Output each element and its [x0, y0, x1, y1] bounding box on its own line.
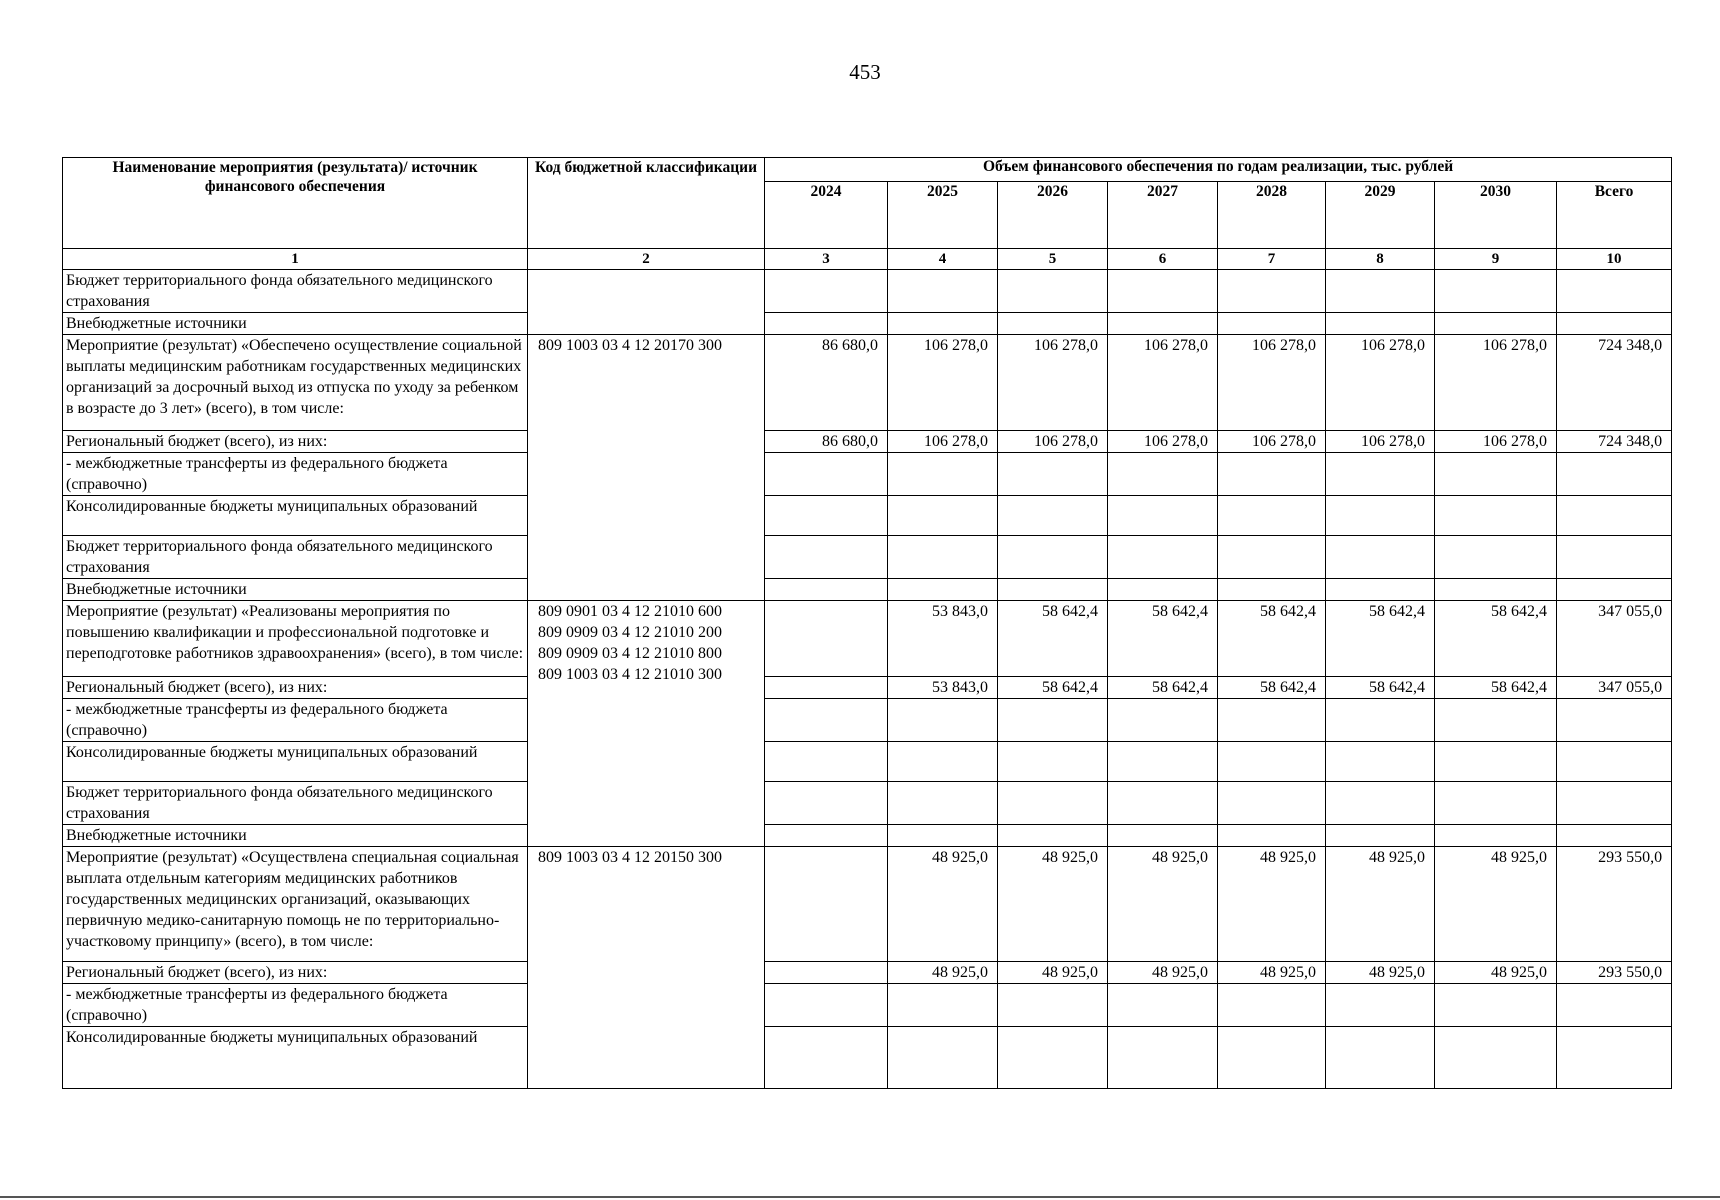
total-value: 347 055,0: [1557, 601, 1672, 677]
row-name: Мероприятие (результат) «Реализованы мероприятия по повышению квалификации и профессиональной подготовке и переподготовке работников здравоохранения» (всего), в том числе:: [63, 601, 528, 677]
column-number: 1: [63, 249, 528, 270]
year-value: [888, 782, 998, 825]
table-row: [63, 825, 1672, 847]
year-value: [888, 825, 998, 847]
year-value: [888, 742, 998, 782]
year-value: [1218, 825, 1326, 847]
total-value: [1557, 453, 1672, 496]
year-value: 53 843,0: [888, 601, 998, 677]
row-name: - межбюджетные трансферты из федерального бюджета (справочно): [63, 984, 528, 1027]
year-value: [1218, 579, 1326, 601]
year-value: [765, 782, 888, 825]
year-value: [1218, 453, 1326, 496]
header-name: Наименование мероприятия (результата)/ источник финансового обеспечения: [63, 158, 528, 249]
header-year: 2030: [1435, 182, 1557, 249]
table-row: [63, 313, 1672, 335]
year-value: [888, 1027, 998, 1089]
row-name: Бюджет территориального фонда обязательного медицинского страхования: [63, 782, 528, 825]
year-value: [888, 699, 998, 742]
header-code: Код бюджетной классификации: [528, 158, 765, 249]
year-value: [1326, 984, 1435, 1027]
year-value: 86 680,0: [765, 335, 888, 431]
year-value: [1435, 984, 1557, 1027]
table-row: [63, 782, 1672, 825]
total-value: [1557, 496, 1672, 536]
header-year: 2027: [1108, 182, 1218, 249]
year-value: [765, 677, 888, 699]
row-name: Региональный бюджет (всего), из них:: [63, 962, 528, 984]
year-value: 106 278,0: [998, 431, 1108, 453]
year-value: [998, 1027, 1108, 1089]
row-name: Консолидированные бюджеты муниципальных образований: [63, 1027, 528, 1089]
year-value: [765, 825, 888, 847]
year-value: [1108, 984, 1218, 1027]
year-value: [998, 579, 1108, 601]
year-value: 58 642,4: [1435, 601, 1557, 677]
total-value: 347 055,0: [1557, 677, 1672, 699]
total-value: [1557, 782, 1672, 825]
year-value: [1218, 782, 1326, 825]
total-value: [1557, 313, 1672, 335]
year-value: 58 642,4: [998, 601, 1108, 677]
header-year: 2024: [765, 182, 888, 249]
row-name: Региональный бюджет (всего), из них:: [63, 431, 528, 453]
table-row: [63, 270, 1672, 313]
year-value: [1435, 742, 1557, 782]
total-value: [1557, 1027, 1672, 1089]
header-volume: Объем финансового обеспечения по годам реализации, тыс. рублей: [765, 158, 1672, 182]
year-value: [765, 270, 888, 313]
bottom-rule: [0, 1196, 1720, 1198]
year-value: [1435, 579, 1557, 601]
year-value: [765, 313, 888, 335]
year-value: 58 642,4: [1108, 601, 1218, 677]
column-number: 4: [888, 249, 998, 270]
year-value: [1435, 699, 1557, 742]
column-number: 6: [1108, 249, 1218, 270]
year-value: 58 642,4: [1326, 601, 1435, 677]
table-row: [63, 984, 1672, 1027]
year-value: 58 642,4: [998, 677, 1108, 699]
year-value: [998, 782, 1108, 825]
row-name: Мероприятие (результат) «Осуществлена специальная социальная выплата отдельным категориям медицинских работников государственных медицинских организаций, оказывающих первичную медико-санитарную помощь не по территориально-участковому принципу» (всего), в том числе:: [63, 847, 528, 962]
column-number: 8: [1326, 249, 1435, 270]
year-value: [765, 699, 888, 742]
table-row: [63, 601, 1672, 677]
year-value: 48 925,0: [1218, 847, 1326, 962]
year-value: [765, 1027, 888, 1089]
year-value: [1326, 699, 1435, 742]
year-value: [1435, 536, 1557, 579]
year-value: 106 278,0: [1108, 335, 1218, 431]
column-number: 9: [1435, 249, 1557, 270]
row-name: - межбюджетные трансферты из федерального бюджета (справочно): [63, 699, 528, 742]
year-value: [998, 496, 1108, 536]
year-value: 106 278,0: [1326, 431, 1435, 453]
total-value: 293 550,0: [1557, 847, 1672, 962]
year-value: [1108, 1027, 1218, 1089]
year-value: [888, 496, 998, 536]
year-value: 48 925,0: [888, 847, 998, 962]
year-value: 48 925,0: [1326, 847, 1435, 962]
header-year: 2028: [1218, 182, 1326, 249]
year-value: [1218, 742, 1326, 782]
year-value: [1326, 825, 1435, 847]
year-value: [1435, 782, 1557, 825]
year-value: 86 680,0: [765, 431, 888, 453]
row-name: Внебюджетные источники: [63, 579, 528, 601]
table-row: [63, 677, 1672, 699]
row-name: Консолидированные бюджеты муниципальных образований: [63, 742, 528, 782]
table-row: [63, 431, 1672, 453]
column-number: 10: [1557, 249, 1672, 270]
year-value: 58 642,4: [1435, 677, 1557, 699]
year-value: [1108, 496, 1218, 536]
year-value: [1326, 270, 1435, 313]
year-value: 48 925,0: [1108, 962, 1218, 984]
year-value: [765, 847, 888, 962]
column-number: 7: [1218, 249, 1326, 270]
year-value: [765, 742, 888, 782]
total-value: 724 348,0: [1557, 335, 1672, 431]
year-value: 106 278,0: [1326, 335, 1435, 431]
year-value: [998, 313, 1108, 335]
row-name: Бюджет территориального фонда обязательного медицинского страхования: [63, 270, 528, 313]
year-value: 48 925,0: [1435, 962, 1557, 984]
year-value: [1435, 825, 1557, 847]
year-value: 48 925,0: [1326, 962, 1435, 984]
year-value: 48 925,0: [888, 962, 998, 984]
row-name: Региональный бюджет (всего), из них:: [63, 677, 528, 699]
year-value: 58 642,4: [1218, 677, 1326, 699]
year-value: [998, 453, 1108, 496]
table-row: [63, 579, 1672, 601]
year-value: 48 925,0: [1108, 847, 1218, 962]
year-value: 53 843,0: [888, 677, 998, 699]
total-value: [1557, 984, 1672, 1027]
year-value: [1108, 536, 1218, 579]
year-value: [998, 270, 1108, 313]
budget-code: 809 1003 03 4 12 20170 300: [528, 335, 765, 601]
year-value: [998, 699, 1108, 742]
table-row: [63, 453, 1672, 496]
column-number: 2: [528, 249, 765, 270]
year-value: [1435, 270, 1557, 313]
row-name: Бюджет территориального фонда обязательного медицинского страхования: [63, 536, 528, 579]
row-name: Внебюджетные источники: [63, 313, 528, 335]
year-value: [1326, 1027, 1435, 1089]
year-value: [1218, 1027, 1326, 1089]
budget-code: 809 1003 03 4 12 20150 300: [528, 847, 765, 1089]
year-value: 106 278,0: [998, 335, 1108, 431]
year-value: [1435, 313, 1557, 335]
total-value: [1557, 270, 1672, 313]
year-value: 106 278,0: [1218, 335, 1326, 431]
year-value: [888, 579, 998, 601]
year-value: [1108, 699, 1218, 742]
year-value: [1326, 782, 1435, 825]
year-value: [1326, 536, 1435, 579]
year-value: 106 278,0: [1435, 335, 1557, 431]
year-value: [1326, 496, 1435, 536]
year-value: 58 642,4: [1218, 601, 1326, 677]
page-number: 453: [849, 60, 881, 84]
row-name: Мероприятие (результат) «Обеспечено осуществление социальной выплаты медицинским работникам государственных медицинских организаций за досрочный выход из отпуска по уходу за ребенком в возрасте до 3 лет» (всего), в том числе:: [63, 335, 528, 431]
table-row: [63, 699, 1672, 742]
column-number: 3: [765, 249, 888, 270]
year-value: [1218, 699, 1326, 742]
year-value: [1218, 313, 1326, 335]
column-number-row: [63, 249, 1672, 270]
year-value: [1326, 453, 1435, 496]
year-value: [765, 496, 888, 536]
year-value: [1108, 742, 1218, 782]
table-row: [63, 536, 1672, 579]
year-value: [1326, 313, 1435, 335]
year-value: [1108, 453, 1218, 496]
year-value: [1218, 496, 1326, 536]
table-row: [63, 1027, 1672, 1089]
row-name: - межбюджетные трансферты из федерального бюджета (справочно): [63, 453, 528, 496]
year-value: [1435, 453, 1557, 496]
table-row: [63, 847, 1672, 962]
year-value: [888, 536, 998, 579]
year-value: [1218, 270, 1326, 313]
header-total: Всего: [1557, 182, 1672, 249]
year-value: [1108, 825, 1218, 847]
total-value: 724 348,0: [1557, 431, 1672, 453]
year-value: 106 278,0: [1108, 431, 1218, 453]
year-value: [1218, 984, 1326, 1027]
header-year: 2025: [888, 182, 998, 249]
year-value: [888, 270, 998, 313]
total-value: [1557, 742, 1672, 782]
year-value: 106 278,0: [888, 335, 998, 431]
year-value: [1218, 536, 1326, 579]
row-name: Консолидированные бюджеты муниципальных образований: [63, 496, 528, 536]
year-value: [998, 742, 1108, 782]
year-value: 106 278,0: [1218, 431, 1326, 453]
table-row: [63, 962, 1672, 984]
year-value: 48 925,0: [998, 847, 1108, 962]
year-value: 58 642,4: [1108, 677, 1218, 699]
column-number: 5: [998, 249, 1108, 270]
year-value: [765, 962, 888, 984]
year-value: 48 925,0: [998, 962, 1108, 984]
total-value: [1557, 579, 1672, 601]
year-value: [1108, 313, 1218, 335]
year-value: [1326, 742, 1435, 782]
year-value: 106 278,0: [1435, 431, 1557, 453]
year-value: [1108, 579, 1218, 601]
year-value: [765, 536, 888, 579]
year-value: [765, 579, 888, 601]
header-year: 2026: [998, 182, 1108, 249]
year-value: [1108, 782, 1218, 825]
row-name: Внебюджетные источники: [63, 825, 528, 847]
total-value: [1557, 536, 1672, 579]
budget-code: [528, 270, 765, 335]
year-value: [1435, 1027, 1557, 1089]
budget-code: 809 0901 03 4 12 21010 600 809 0909 03 4 12 21010 200 809 0909 03 4 12 21010 800 809 1003 03 4 12 21010 300: [528, 601, 765, 847]
year-value: 48 925,0: [1218, 962, 1326, 984]
total-value: 293 550,0: [1557, 962, 1672, 984]
year-value: [765, 984, 888, 1027]
year-value: 58 642,4: [1326, 677, 1435, 699]
year-value: [888, 313, 998, 335]
year-value: 106 278,0: [888, 431, 998, 453]
year-value: [998, 536, 1108, 579]
year-value: [1326, 579, 1435, 601]
year-value: [998, 984, 1108, 1027]
year-value: [765, 601, 888, 677]
year-value: [888, 984, 998, 1027]
table-row: [63, 742, 1672, 782]
table-row: [63, 496, 1672, 536]
year-value: [998, 825, 1108, 847]
table-row: [63, 335, 1672, 431]
year-value: [1435, 496, 1557, 536]
financing-table: [62, 157, 1672, 1089]
year-value: [888, 453, 998, 496]
year-value: [1108, 270, 1218, 313]
year-value: [765, 453, 888, 496]
total-value: [1557, 825, 1672, 847]
year-value: 48 925,0: [1435, 847, 1557, 962]
total-value: [1557, 699, 1672, 742]
header-year: 2029: [1326, 182, 1435, 249]
